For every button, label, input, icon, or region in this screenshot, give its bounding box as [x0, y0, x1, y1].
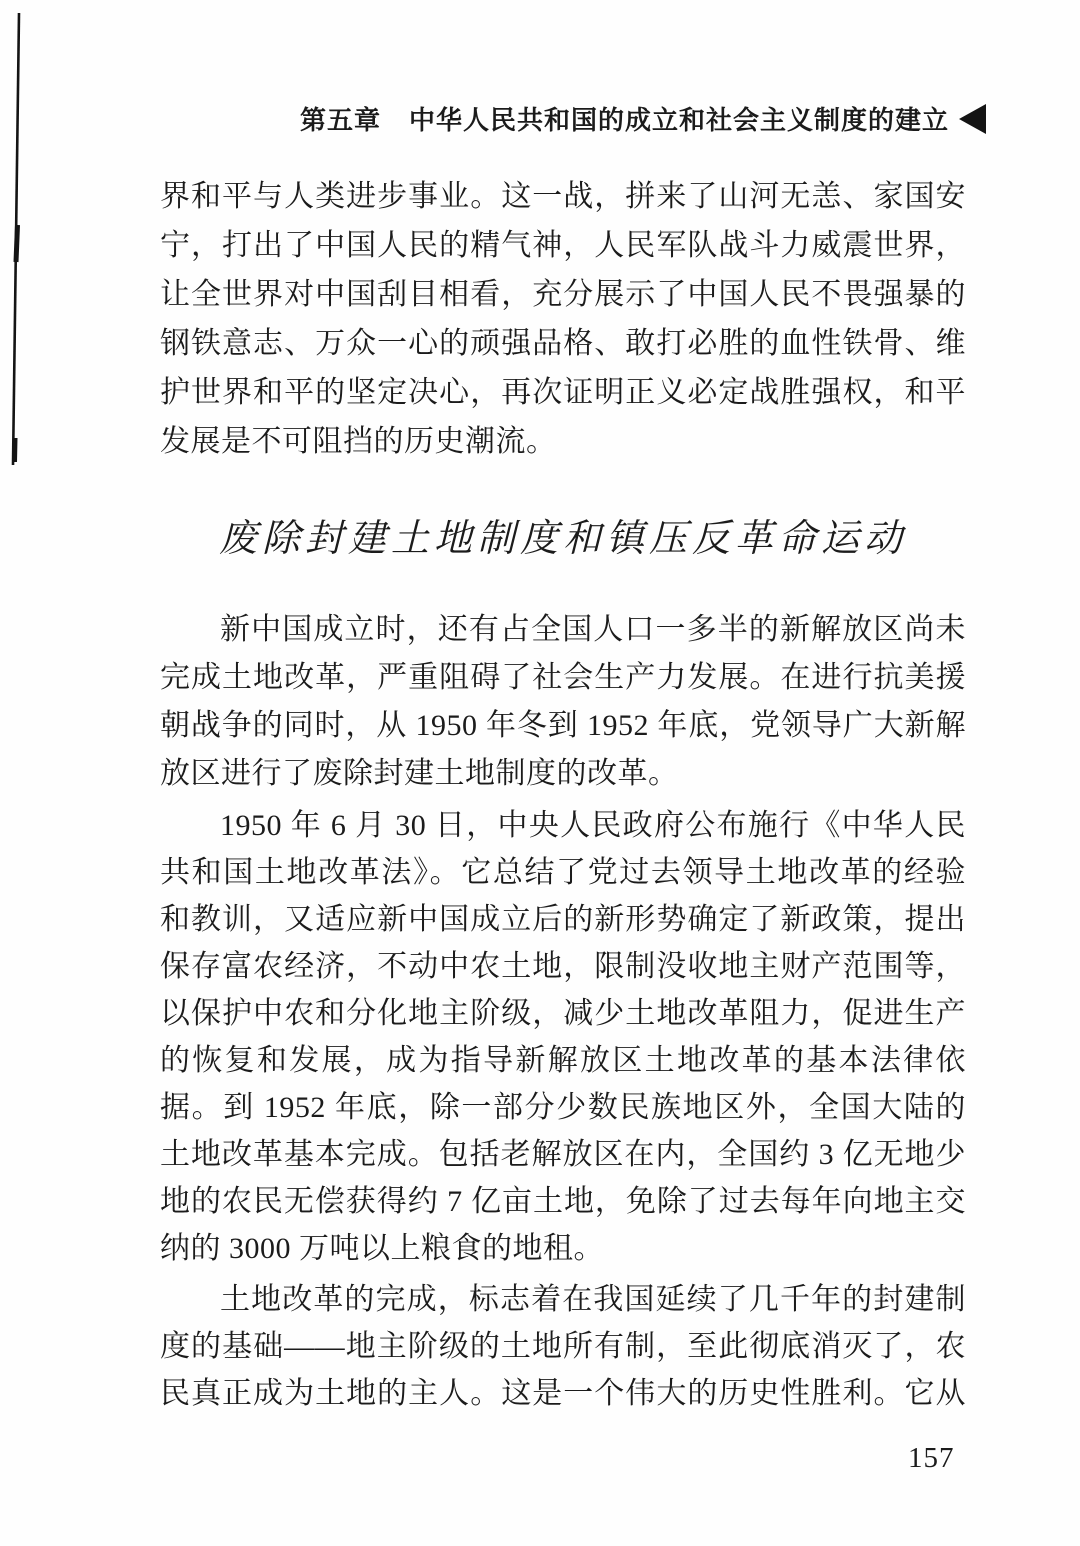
text-line: 钢铁意志、万众一心的顽强品格、敢打必胜的血性铁骨、维 [160, 327, 966, 360]
paragraph-2 [160, 606, 966, 798]
text-line: 界和平与人类进步事业。这一战，拼来了山河无恙、家国安 [160, 180, 966, 213]
running-header [300, 100, 986, 137]
text-line: 土地改革的完成，标志着在我国延续了几千年的封建制 [220, 1283, 966, 1316]
text-line: 据。到 1952 年底，除一部分少数民族地区外，全国大陆的 [160, 1091, 966, 1124]
text-line: 地的农民无偿获得约 7 亿亩土地，免除了过去每年向地主交 [160, 1185, 966, 1218]
text-line: 民真正成为土地的主人。这是一个伟大的历史性胜利。它从 [160, 1377, 966, 1410]
page-number: 157 [908, 1442, 955, 1474]
text-line: 度的基础——地主阶级的土地所有制，至此彻底消灭了，农 [160, 1330, 966, 1363]
text-line: 让全世界对中国刮目相看，充分展示了中国人民不畏强暴的 [160, 278, 966, 311]
left-triangle-icon [959, 104, 986, 134]
text-line: 完成土地改革，严重阻碍了社会生产力发展。在进行抗美援 [160, 661, 966, 694]
scan-artifact-line [0, 0, 40, 480]
paragraph-3 [160, 802, 966, 1272]
text-line: 共和国土地改革法》。它总结了党过去领导土地改革的经验 [160, 856, 966, 889]
text-line: 土地改革基本完成。包括老解放区在内，全国约 3 亿无地少 [160, 1138, 966, 1171]
text-line: 以保护中农和分化地主阶级，减少土地改革阻力，促进生产 [160, 997, 966, 1030]
text-line: 放区进行了废除封建土地制度的改革。 [160, 757, 679, 790]
text-line: 和教训，又适应新中国成立后的新形势确定了新政策，提出 [160, 903, 966, 936]
chapter-title: 中华人民共和国的成立和社会主义制度的建立 [408, 105, 949, 135]
text-line: 朝战争的同时，从 1950 年冬到 1952 年底，党领导广大新解 [160, 709, 966, 742]
text-line: 的恢复和发展，成为指导新解放区土地改革的基本法律依 [160, 1044, 966, 1077]
text-line: 新中国成立时，还有占全国人口一多半的新解放区尚未 [220, 613, 966, 646]
text-line: 保存富农经济，不动中农土地，限制没收地主财产范围等， [160, 950, 966, 983]
paragraph-4 [160, 1276, 966, 1417]
paragraph-1 [160, 172, 966, 466]
chapter-number: 第五章 [299, 105, 381, 135]
text-line: 发展是不可阻挡的历史潮流。 [160, 425, 557, 458]
section-heading: 废除封建土地制度和镇压反革命运动 [218, 518, 907, 560]
text-line: 护世界和平的坚定决心，再次证明正义必定战胜强权，和平 [160, 376, 966, 409]
text-line: 纳的 3000 万吨以上粮食的地租。 [160, 1232, 604, 1265]
text-line: 宁，打出了中国人民的精气神，人民军队战斗力威震世界， [160, 229, 966, 262]
text-line: 1950 年 6 月 30 日，中央人民政府公布施行《中华人民 [220, 809, 966, 842]
